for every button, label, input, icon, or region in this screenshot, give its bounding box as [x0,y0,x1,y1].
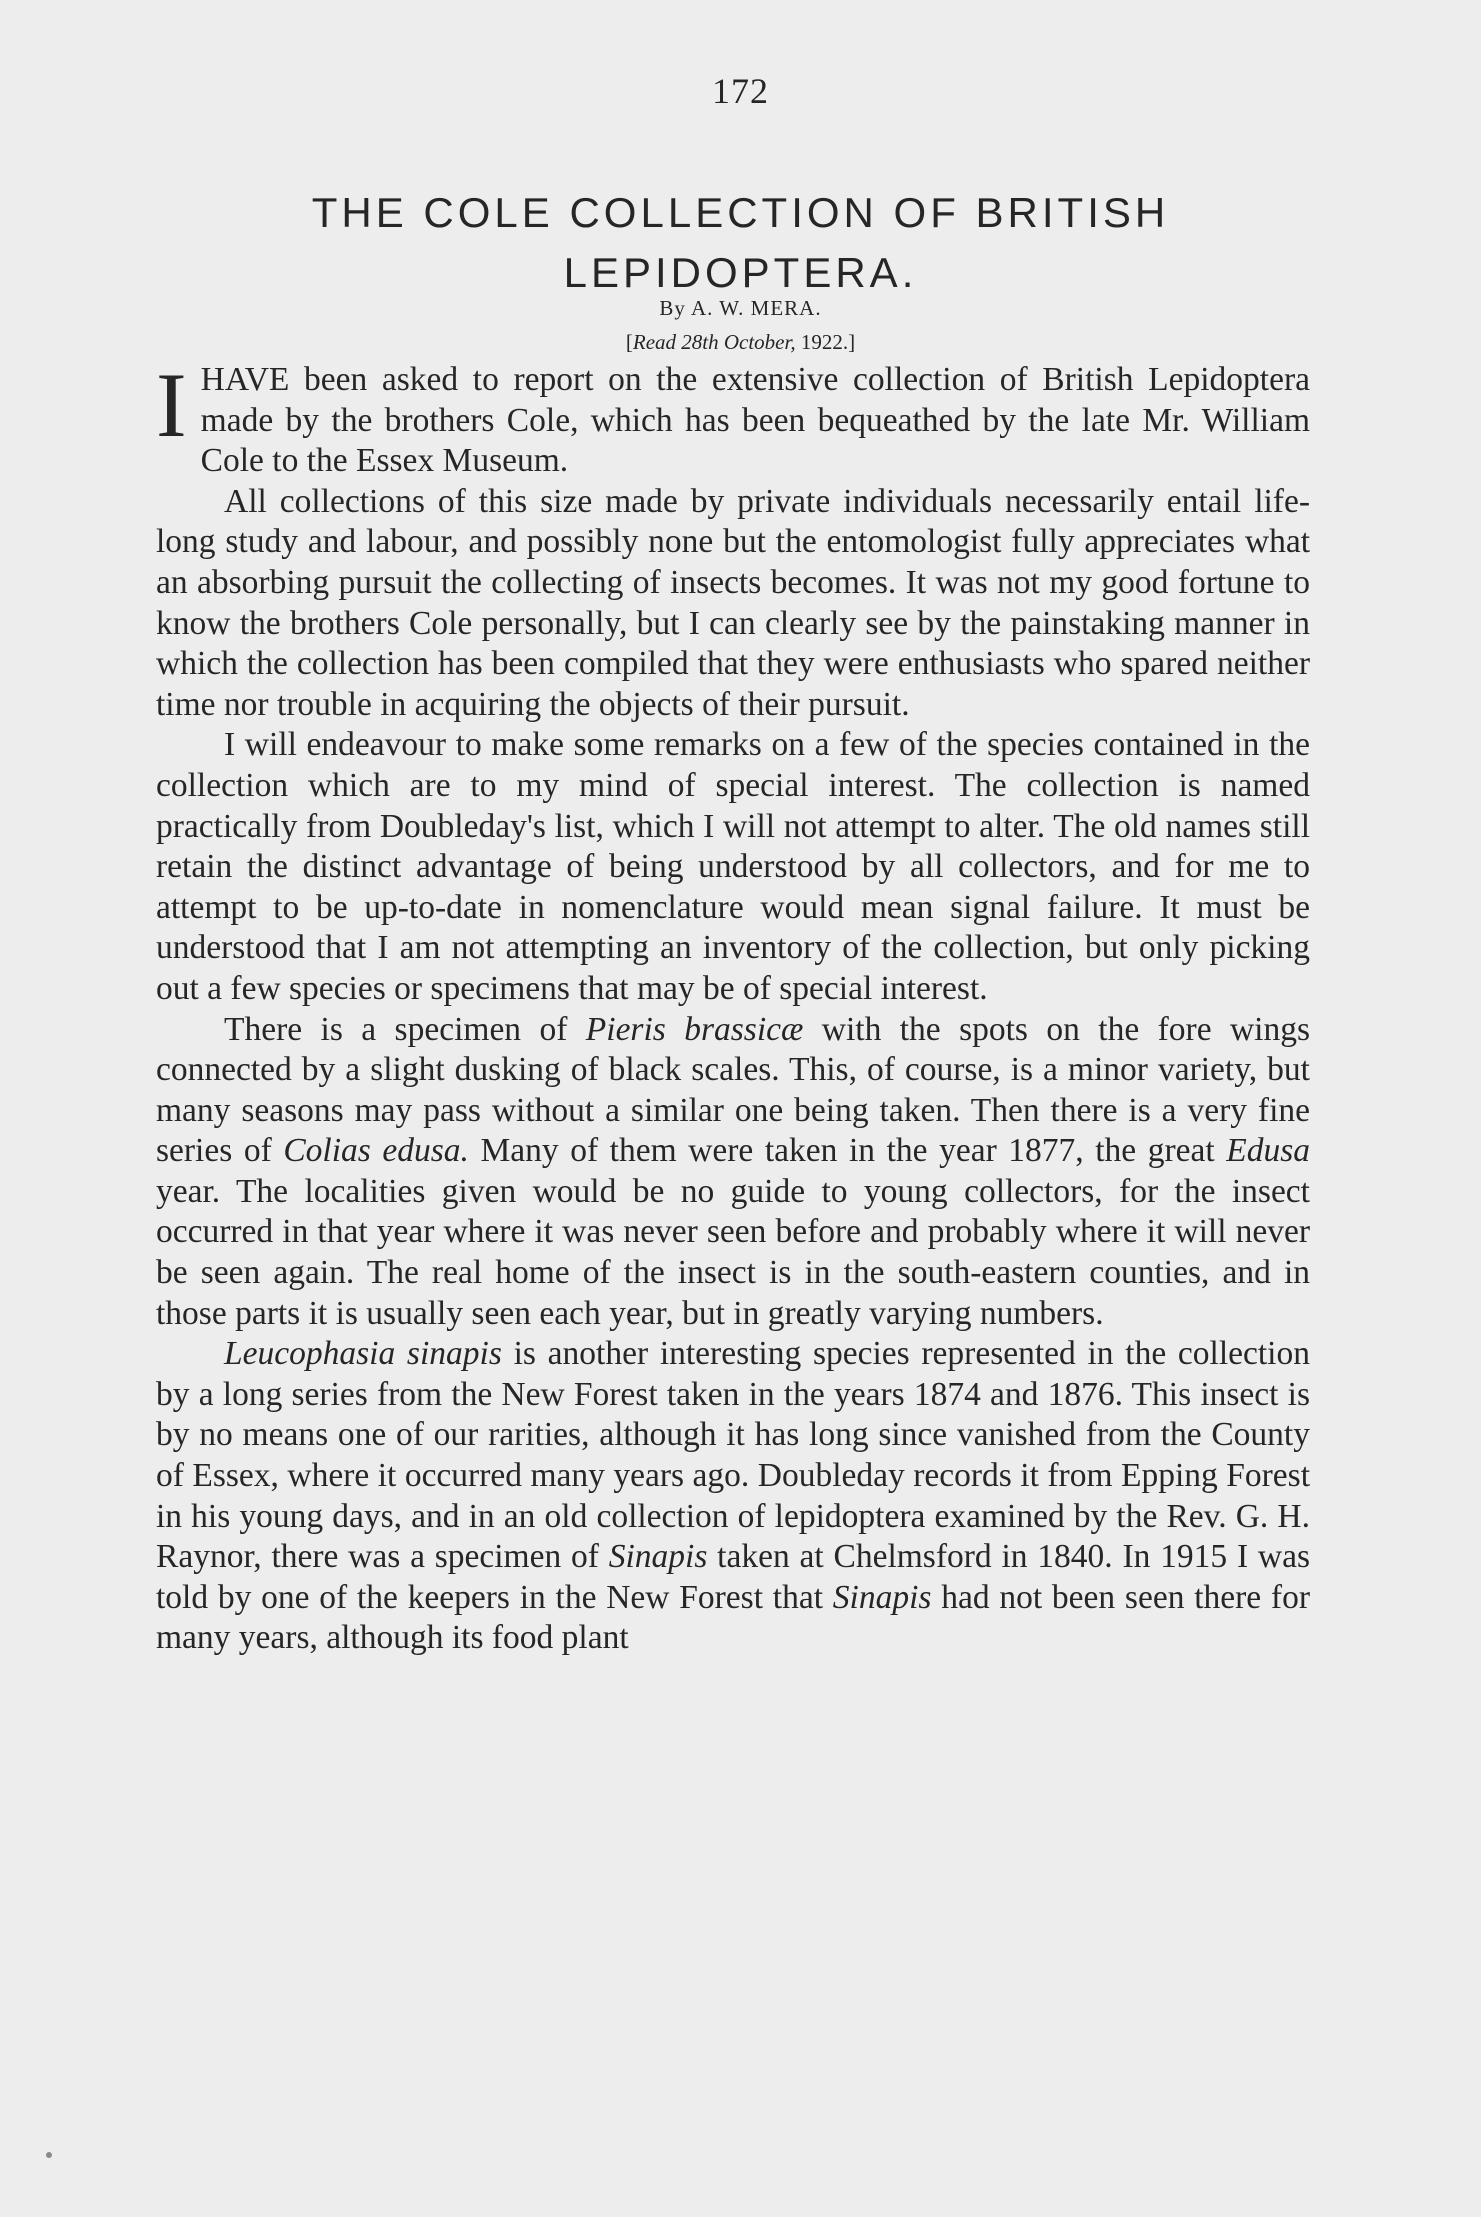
read-date-label: Read 28th October, [632,330,796,354]
author-byline: By A. W. MERA. [659,296,822,320]
paragraph-1-text: HAVE been asked to report on the extensive collection of British Lepidoptera made by the brothers Cole, which has been bequeathed by the late Mr. William Cole to the Essex Museum. [200,361,1310,480]
page-number: 172 [712,71,769,111]
paragraph-4-text: year. The localities given would be no guide to young collectors, for the insect occurred in that year where it was never seen before and probably where it will never be seen again. The real home of the insect is in the south-eastern counties, and in those parts it is usually seen each year, but in greatly varying numbers. [156,1172,1310,1332]
paragraph-4-text: There is a specimen of [224,1010,586,1048]
read-date-year: 1922.] [795,330,856,354]
paragraph-1 [156,354,1310,482]
species-name: Sinapis [608,1538,708,1576]
species-name: Colias edusa. [283,1132,469,1170]
paragraph-3: I will endeavour to make some remarks on a few of the species contained in the collection which are to my mind of special interest. The collection is named practically from Doubleday's list, which I will not attempt to alter. The old names still retain the distinct advantage of being understood by all collectors, and for me to attempt to be up-to-date in nomenclature would mean signal failure. It must be understood that I am not attempting an inventory of the collection, but only picking out a few species or specimens that may be of special interest. [156,726,1310,1007]
paragraph-5-text: is another interesting species represented in the collection by a long series from the New Forest taken in the years 1874 and 1876. This insect is by no means one of our rarities, although it has long since vanished from the County of Essex, where it occurred many years ago. Doubleday records it from Epping Forest in his young days, and in an old collection of lepidoptera examined by the Rev. G. H. Raynor, there was a specimen of [156,1335,1310,1576]
species-name: Pieris brassicæ [585,1010,804,1048]
paragraph-4-text: Many of them were taken in the year 1877, the great [468,1132,1227,1170]
article-body [156,354,1311,1659]
ink-speck [46,2152,52,2158]
species-name: Leucophasia sinapis [224,1335,502,1373]
paragraph-5 [156,1334,1310,1659]
species-name: Edusa [1226,1132,1310,1170]
read-date [0,330,1481,355]
paragraph-2: All collections of this size made by private individuals necessarily entail life-long study and labour, and possibly none but the entomologist fully appreciates what an absorbing pursuit the collecting of insects becomes. It was not my good fortune to know the brothers Cole personally, but I can clearly see by the painstaking manner in which the collection has been compiled that they were enthusiasts who spared neither time nor trouble in acquiring the objects of their pursuit. [156,482,1310,723]
read-date-bracket: [ [625,330,633,354]
paragraph-5-text: had not been seen there for many years, although its food plant [156,1578,1310,1657]
paragraph-4-text: with the spots on the fore wings connected by a slight dusking of black scales. This, of course, is a minor variety, but many seasons may pass without a similar one being taken. Then there is a very fine series of [156,1010,1311,1170]
paragraph-4 [156,1010,1310,1335]
species-name: Sinapis [832,1578,932,1616]
drop-cap: I [156,354,187,456]
paragraph-5-text: taken at Chelmsford in 1840. In 1915 I was told by one of the keepers in the New Forest that [156,1538,1310,1616]
article-title: THE COLE COLLECTION OF BRITISH LEPIDOPTERA. [311,189,1170,296]
